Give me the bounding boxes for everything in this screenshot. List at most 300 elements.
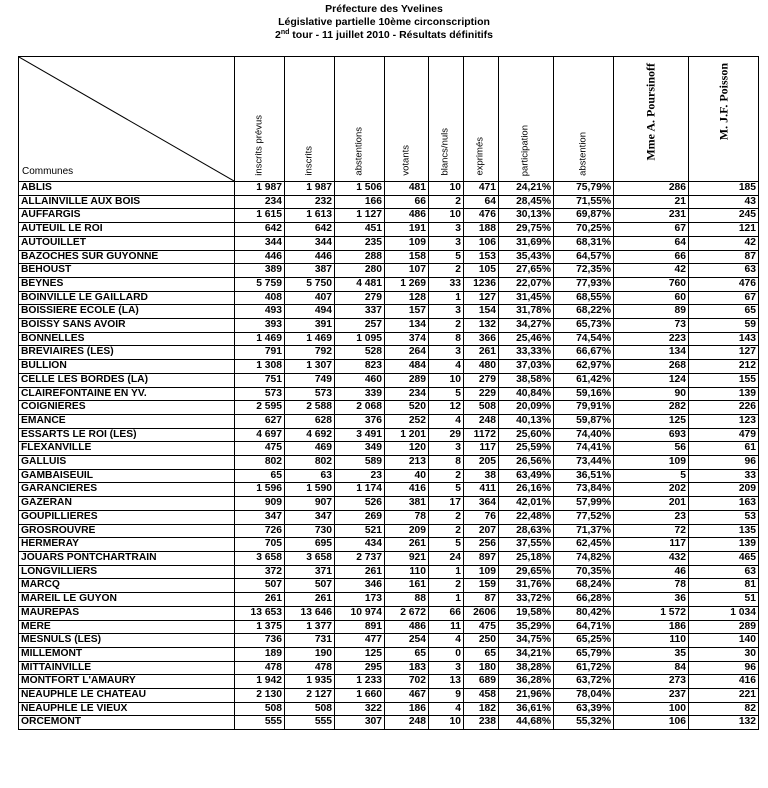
poursinoff-cell: 286 (614, 182, 689, 196)
votants-cell: 213 (385, 456, 429, 470)
inscrits-cell: 1 469 (285, 332, 335, 346)
abstentions-cell: 521 (335, 524, 385, 538)
poisson-cell: 82 (689, 702, 759, 716)
table-row (19, 551, 759, 565)
table-row (19, 606, 759, 620)
participation-cell: 25,18% (499, 551, 554, 565)
participation-cell: 35,29% (499, 620, 554, 634)
exprimes-cell: 476 (464, 209, 499, 223)
commune-name-cell: MITTAINVILLE (19, 661, 235, 675)
inscrits-prevus-cell: 4 697 (235, 428, 285, 442)
inscrits-cell: 695 (285, 538, 335, 552)
abstention-cell: 55,32% (554, 716, 614, 730)
blancs-nuls-cell: 24 (429, 551, 464, 565)
inscrits-cell: 13 646 (285, 606, 335, 620)
participation-cell: 31,76% (499, 579, 554, 593)
inscrits-prevus-cell: 65 (235, 469, 285, 483)
abstention-cell: 74,82% (554, 551, 614, 565)
commune-name-cell: ESSARTS LE ROI (LES) (19, 428, 235, 442)
abstention-cell: 61,42% (554, 373, 614, 387)
abstentions-cell: 1 233 (335, 675, 385, 689)
blancs-nuls-cell: 8 (429, 456, 464, 470)
abstentions-cell: 173 (335, 593, 385, 607)
inscrits-cell: 2 588 (285, 401, 335, 415)
blancs-nuls-cell: 5 (429, 250, 464, 264)
poursinoff-cell: 693 (614, 428, 689, 442)
commune-name-cell: NEAUPHLE LE VIEUX (19, 702, 235, 716)
abstention-cell: 73,84% (554, 483, 614, 497)
inscrits-prevus-cell: 189 (235, 647, 285, 661)
inscrits-prevus-cell: 2 130 (235, 689, 285, 703)
votants-cell: 416 (385, 483, 429, 497)
abstention-cell: 72,35% (554, 264, 614, 278)
votants-cell: 520 (385, 401, 429, 415)
abstention-cell: 75,79% (554, 182, 614, 196)
poisson-cell: 96 (689, 661, 759, 675)
exprimes-cell: 109 (464, 565, 499, 579)
inscrits-prevus-cell: 705 (235, 538, 285, 552)
abstention-cell: 68,24% (554, 579, 614, 593)
inscrits-prevus-cell: 493 (235, 305, 285, 319)
poursinoff-cell: 67 (614, 223, 689, 237)
table-row (19, 319, 759, 333)
poisson-cell: 87 (689, 250, 759, 264)
table-row (19, 182, 759, 196)
inscrits-prevus-cell: 791 (235, 346, 285, 360)
table-row (19, 689, 759, 703)
exprimes-cell: 38 (464, 469, 499, 483)
abstention-cell: 64,71% (554, 620, 614, 634)
poursinoff-cell: 186 (614, 620, 689, 634)
poursinoff-cell: 124 (614, 373, 689, 387)
participation-cell: 33,72% (499, 593, 554, 607)
inscrits-prevus-cell: 446 (235, 250, 285, 264)
inscrits-prevus-cell: 1 469 (235, 332, 285, 346)
abstentions-cell: 1 127 (335, 209, 385, 223)
exprimes-cell: 76 (464, 510, 499, 524)
blancs-nuls-cell: 10 (429, 373, 464, 387)
participation-cell: 22,48% (499, 510, 554, 524)
inscrits-prevus-cell: 1 308 (235, 360, 285, 374)
poisson-cell: 139 (689, 387, 759, 401)
inscrits-prevus-cell: 726 (235, 524, 285, 538)
poursinoff-cell: 231 (614, 209, 689, 223)
table-row (19, 620, 759, 634)
header-blancs-nuls: blancs/nuls (429, 57, 464, 182)
table-row (19, 510, 759, 524)
table-row (19, 579, 759, 593)
inscrits-cell: 261 (285, 593, 335, 607)
abstentions-cell: 2 068 (335, 401, 385, 415)
participation-cell: 42,01% (499, 497, 554, 511)
poursinoff-cell: 110 (614, 634, 689, 648)
poisson-cell: 132 (689, 716, 759, 730)
poursinoff-cell: 60 (614, 291, 689, 305)
commune-name-cell: GARANCIERES (19, 483, 235, 497)
commune-name-cell: CLAIREFONTAINE EN YV. (19, 387, 235, 401)
exprimes-cell: 471 (464, 182, 499, 196)
inscrits-prevus-cell: 1 942 (235, 675, 285, 689)
abstentions-cell: 295 (335, 661, 385, 675)
poisson-cell: 163 (689, 497, 759, 511)
blancs-nuls-cell: 2 (429, 524, 464, 538)
participation-cell: 28,45% (499, 195, 554, 209)
abstentions-cell: 1 095 (335, 332, 385, 346)
table-row (19, 647, 759, 661)
votants-cell: 261 (385, 538, 429, 552)
inscrits-prevus-cell: 344 (235, 236, 285, 250)
abstentions-cell: 451 (335, 223, 385, 237)
abstention-cell: 74,41% (554, 442, 614, 456)
inscrits-cell: 802 (285, 456, 335, 470)
abstentions-cell: 23 (335, 469, 385, 483)
participation-cell: 25,60% (499, 428, 554, 442)
poursinoff-cell: 36 (614, 593, 689, 607)
inscrits-cell: 1 613 (285, 209, 335, 223)
exprimes-cell: 1236 (464, 277, 499, 291)
blancs-nuls-cell: 10 (429, 209, 464, 223)
votants-cell: 107 (385, 264, 429, 278)
poisson-cell: 42 (689, 236, 759, 250)
inscrits-cell: 387 (285, 264, 335, 278)
participation-cell: 40,84% (499, 387, 554, 401)
inscrits-prevus-cell: 234 (235, 195, 285, 209)
exprimes-cell: 411 (464, 483, 499, 497)
abstention-cell: 63,72% (554, 675, 614, 689)
votants-cell: 209 (385, 524, 429, 538)
participation-cell: 26,16% (499, 483, 554, 497)
participation-cell: 33,33% (499, 346, 554, 360)
abstentions-cell: 280 (335, 264, 385, 278)
inscrits-prevus-cell: 802 (235, 456, 285, 470)
exprimes-cell: 229 (464, 387, 499, 401)
poisson-cell: 43 (689, 195, 759, 209)
exprimes-cell: 475 (464, 620, 499, 634)
blancs-nuls-cell: 3 (429, 661, 464, 675)
abstentions-cell: 1 506 (335, 182, 385, 196)
poisson-cell: 96 (689, 456, 759, 470)
abstentions-cell: 4 481 (335, 277, 385, 291)
exprimes-cell: 117 (464, 442, 499, 456)
votants-cell: 183 (385, 661, 429, 675)
commune-name-cell: BOINVILLE LE GAILLARD (19, 291, 235, 305)
votants-cell: 157 (385, 305, 429, 319)
poisson-cell: 416 (689, 675, 759, 689)
table-row (19, 702, 759, 716)
abstentions-cell: 10 974 (335, 606, 385, 620)
blancs-nuls-cell: 33 (429, 277, 464, 291)
inscrits-cell: 1 307 (285, 360, 335, 374)
blancs-nuls-cell: 8 (429, 332, 464, 346)
poursinoff-cell: 273 (614, 675, 689, 689)
inscrits-cell: 3 658 (285, 551, 335, 565)
inscrits-cell: 573 (285, 387, 335, 401)
abstentions-cell: 376 (335, 414, 385, 428)
date-status-text: tour - 11 juillet 2010 - Résultats définitifs (289, 29, 494, 41)
exprimes-cell: 480 (464, 360, 499, 374)
commune-name-cell: MESNULS (LES) (19, 634, 235, 648)
participation-cell: 37,03% (499, 360, 554, 374)
votants-cell: 88 (385, 593, 429, 607)
blancs-nuls-cell: 0 (429, 647, 464, 661)
poisson-cell: 139 (689, 538, 759, 552)
votants-cell: 252 (385, 414, 429, 428)
votants-cell: 248 (385, 716, 429, 730)
inscrits-cell: 391 (285, 319, 335, 333)
inscrits-prevus-cell: 627 (235, 414, 285, 428)
abstention-cell: 66,28% (554, 593, 614, 607)
poisson-cell: 127 (689, 346, 759, 360)
poisson-cell: 212 (689, 360, 759, 374)
poisson-cell: 185 (689, 182, 759, 196)
poisson-cell: 59 (689, 319, 759, 333)
participation-cell: 21,96% (499, 689, 554, 703)
poursinoff-cell: 5 (614, 469, 689, 483)
table-row (19, 264, 759, 278)
exprimes-cell: 180 (464, 661, 499, 675)
abstention-cell: 71,55% (554, 195, 614, 209)
abstention-cell: 62,45% (554, 538, 614, 552)
abstention-cell: 61,72% (554, 661, 614, 675)
poursinoff-cell: 73 (614, 319, 689, 333)
poisson-cell: 226 (689, 401, 759, 415)
exprimes-cell: 256 (464, 538, 499, 552)
exprimes-cell: 154 (464, 305, 499, 319)
abstention-cell: 74,40% (554, 428, 614, 442)
exprimes-cell: 207 (464, 524, 499, 538)
poisson-cell: 65 (689, 305, 759, 319)
inscrits-cell: 1 935 (285, 675, 335, 689)
votants-cell: 467 (385, 689, 429, 703)
poursinoff-cell: 56 (614, 442, 689, 456)
commune-name-cell: GAMBAISEUIL (19, 469, 235, 483)
exprimes-cell: 458 (464, 689, 499, 703)
participation-cell: 19,58% (499, 606, 554, 620)
inscrits-prevus-cell: 555 (235, 716, 285, 730)
inscrits-cell: 507 (285, 579, 335, 593)
exprimes-cell: 364 (464, 497, 499, 511)
votants-cell: 2 672 (385, 606, 429, 620)
table-row (19, 483, 759, 497)
abstention-cell: 70,25% (554, 223, 614, 237)
inscrits-prevus-cell: 347 (235, 510, 285, 524)
votants-cell: 65 (385, 647, 429, 661)
votants-cell: 264 (385, 346, 429, 360)
blancs-nuls-cell: 1 (429, 565, 464, 579)
participation-cell: 24,21% (499, 182, 554, 196)
commune-name-cell: BULLION (19, 360, 235, 374)
table-row (19, 277, 759, 291)
exprimes-cell: 897 (464, 551, 499, 565)
inscrits-cell: 730 (285, 524, 335, 538)
table-row (19, 346, 759, 360)
commune-name-cell: GALLUIS (19, 456, 235, 470)
blancs-nuls-cell: 2 (429, 469, 464, 483)
inscrits-prevus-cell: 2 595 (235, 401, 285, 415)
table-row (19, 332, 759, 346)
table-row (19, 250, 759, 264)
poisson-cell: 51 (689, 593, 759, 607)
inscrits-cell: 4 692 (285, 428, 335, 442)
participation-cell: 26,56% (499, 456, 554, 470)
exprimes-cell: 248 (464, 414, 499, 428)
inscrits-cell: 2 127 (285, 689, 335, 703)
header-poursinoff: Mme A. Poursinoff (614, 57, 689, 182)
poursinoff-cell: 106 (614, 716, 689, 730)
table-row (19, 401, 759, 415)
abstentions-cell: 434 (335, 538, 385, 552)
commune-name-cell: BEHOUST (19, 264, 235, 278)
inscrits-prevus-cell: 1 987 (235, 182, 285, 196)
table-row (19, 538, 759, 552)
commune-name-cell: FLEXANVILLE (19, 442, 235, 456)
header-diagonal (19, 57, 234, 181)
commune-name-cell: LONGVILLIERS (19, 565, 235, 579)
inscrits-cell: 1 987 (285, 182, 335, 196)
abstention-cell: 63,39% (554, 702, 614, 716)
inscrits-prevus-cell: 508 (235, 702, 285, 716)
participation-cell: 34,27% (499, 319, 554, 333)
abstentions-cell: 526 (335, 497, 385, 511)
exprimes-cell: 64 (464, 195, 499, 209)
votants-cell: 120 (385, 442, 429, 456)
commune-name-cell: GROSROUVRE (19, 524, 235, 538)
votants-cell: 158 (385, 250, 429, 264)
poursinoff-cell: 432 (614, 551, 689, 565)
inscrits-prevus-cell: 507 (235, 579, 285, 593)
exprimes-cell: 87 (464, 593, 499, 607)
abstentions-cell: 2 737 (335, 551, 385, 565)
table-row (19, 209, 759, 223)
participation-cell: 36,61% (499, 702, 554, 716)
abstentions-cell: 322 (335, 702, 385, 716)
round-number: 2 (274, 29, 281, 41)
abstention-cell: 59,16% (554, 387, 614, 401)
inscrits-cell: 407 (285, 291, 335, 305)
blancs-nuls-cell: 2 (429, 264, 464, 278)
votants-cell: 78 (385, 510, 429, 524)
exprimes-cell: 132 (464, 319, 499, 333)
poisson-cell: 123 (689, 414, 759, 428)
votants-cell: 702 (385, 675, 429, 689)
poisson-cell: 30 (689, 647, 759, 661)
poursinoff-cell: 268 (614, 360, 689, 374)
participation-cell: 31,69% (499, 236, 554, 250)
blancs-nuls-cell: 5 (429, 387, 464, 401)
inscrits-cell: 792 (285, 346, 335, 360)
exprimes-cell: 188 (464, 223, 499, 237)
abstention-cell: 79,91% (554, 401, 614, 415)
inscrits-cell: 5 750 (285, 277, 335, 291)
table-row (19, 305, 759, 319)
abstention-cell: 69,87% (554, 209, 614, 223)
results-table (18, 56, 759, 730)
participation-cell: 30,13% (499, 209, 554, 223)
votants-cell: 481 (385, 182, 429, 196)
communes-label: Communes (22, 166, 74, 178)
poursinoff-cell: 100 (614, 702, 689, 716)
table-row (19, 428, 759, 442)
poisson-cell: 289 (689, 620, 759, 634)
commune-name-cell: BOISSY SANS AVOIR (19, 319, 235, 333)
poursinoff-cell: 201 (614, 497, 689, 511)
participation-cell: 25,46% (499, 332, 554, 346)
exprimes-cell: 689 (464, 675, 499, 689)
poursinoff-cell: 78 (614, 579, 689, 593)
poisson-cell: 53 (689, 510, 759, 524)
exprimes-cell: 2606 (464, 606, 499, 620)
blancs-nuls-cell: 4 (429, 634, 464, 648)
commune-name-cell: BONNELLES (19, 332, 235, 346)
participation-cell: 63,49% (499, 469, 554, 483)
votants-cell: 381 (385, 497, 429, 511)
abstention-cell: 59,87% (554, 414, 614, 428)
poisson-cell: 61 (689, 442, 759, 456)
commune-name-cell: AUFFARGIS (19, 209, 235, 223)
blancs-nuls-cell: 3 (429, 442, 464, 456)
exprimes-cell: 159 (464, 579, 499, 593)
participation-cell: 36,28% (499, 675, 554, 689)
abstentions-cell: 477 (335, 634, 385, 648)
votants-cell: 128 (385, 291, 429, 305)
header-exprimes: exprimés (464, 57, 499, 182)
inscrits-cell: 232 (285, 195, 335, 209)
participation-cell: 27,65% (499, 264, 554, 278)
poisson-cell: 245 (689, 209, 759, 223)
blancs-nuls-cell: 9 (429, 689, 464, 703)
blancs-nuls-cell: 66 (429, 606, 464, 620)
commune-name-cell: AUTEUIL LE ROI (19, 223, 235, 237)
poursinoff-cell: 35 (614, 647, 689, 661)
votants-cell: 254 (385, 634, 429, 648)
exprimes-cell: 127 (464, 291, 499, 305)
table-row (19, 414, 759, 428)
table-row (19, 456, 759, 470)
poursinoff-cell: 90 (614, 387, 689, 401)
exprimes-cell: 1172 (464, 428, 499, 442)
commune-name-cell: NEAUPHLE LE CHATEAU (19, 689, 235, 703)
abstention-cell: 68,55% (554, 291, 614, 305)
abstentions-cell: 235 (335, 236, 385, 250)
commune-name-cell: MARCQ (19, 579, 235, 593)
poisson-cell: 465 (689, 551, 759, 565)
poisson-cell: 155 (689, 373, 759, 387)
commune-name-cell: BOISSIERE ECOLE (LA) (19, 305, 235, 319)
abstentions-cell: 346 (335, 579, 385, 593)
participation-cell: 29,75% (499, 223, 554, 237)
poursinoff-cell: 223 (614, 332, 689, 346)
participation-cell: 40,13% (499, 414, 554, 428)
commune-name-cell: ALLAINVILLE AUX BOIS (19, 195, 235, 209)
table-row (19, 675, 759, 689)
commune-name-cell: COIGNIERES (19, 401, 235, 415)
poisson-cell: 67 (689, 291, 759, 305)
inscrits-prevus-cell: 408 (235, 291, 285, 305)
votants-cell: 191 (385, 223, 429, 237)
participation-cell: 22,07% (499, 277, 554, 291)
commune-name-cell: BEYNES (19, 277, 235, 291)
abstention-cell: 65,79% (554, 647, 614, 661)
poisson-cell: 140 (689, 634, 759, 648)
poursinoff-cell: 72 (614, 524, 689, 538)
poursinoff-cell: 237 (614, 689, 689, 703)
abstentions-cell: 349 (335, 442, 385, 456)
poisson-cell: 476 (689, 277, 759, 291)
inscrits-prevus-cell: 393 (235, 319, 285, 333)
table-row (19, 524, 759, 538)
blancs-nuls-cell: 3 (429, 236, 464, 250)
commune-name-cell: GOUPILLIERES (19, 510, 235, 524)
